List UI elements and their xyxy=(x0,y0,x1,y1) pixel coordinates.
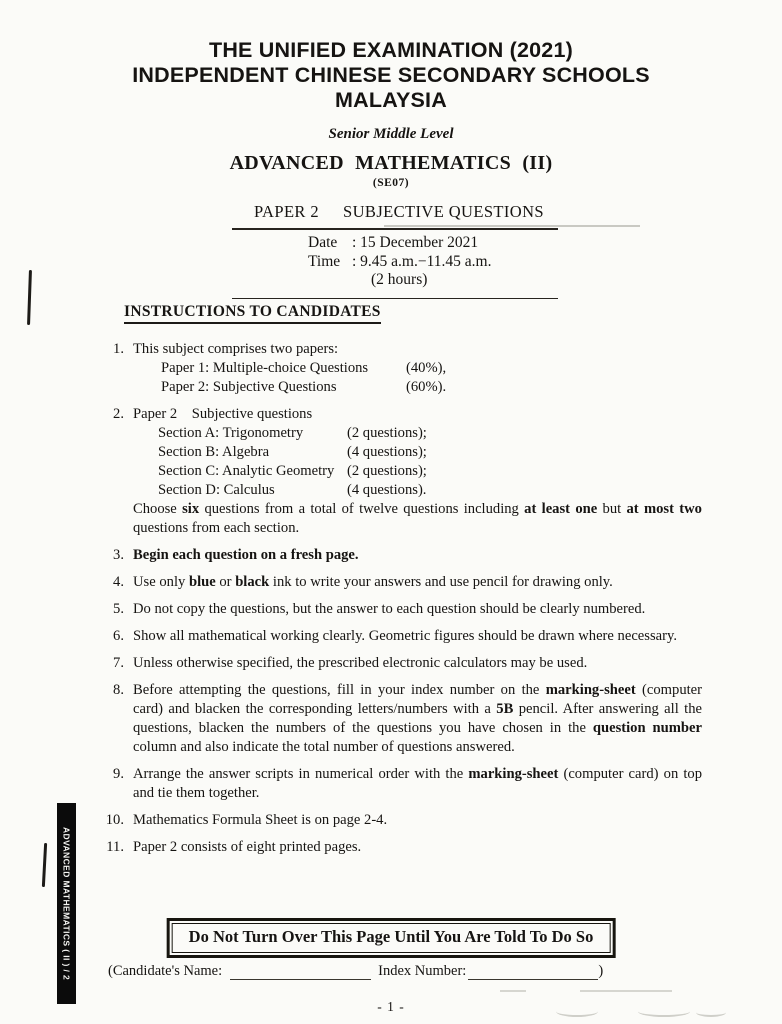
instruction-item xyxy=(96,546,702,565)
instructions-list xyxy=(96,340,702,865)
instruction-number: 1. xyxy=(113,341,124,357)
instruction-subline: Section A: Trigonometry (2 questions); xyxy=(158,425,427,441)
paper-type: SUBJECTIVE QUESTIONS xyxy=(343,202,544,221)
paper-label: PAPER 2 xyxy=(254,202,320,221)
candidate-row xyxy=(108,963,603,980)
instruction-number: 3. xyxy=(113,547,124,563)
instruction-text xyxy=(133,600,702,619)
instruction-text xyxy=(133,681,702,757)
instruction-text xyxy=(133,627,702,646)
closing-paren: ) xyxy=(598,963,604,979)
scan-artifact xyxy=(384,225,640,227)
scan-smudge xyxy=(556,1006,598,1017)
instruction-line: Show all mathematical working clearly. Geometric figures should be drawn where necessary. xyxy=(133,628,677,644)
exam-time xyxy=(308,253,558,272)
instruction-line: Begin each question on a fresh page. xyxy=(133,547,359,563)
instruction-text xyxy=(133,405,702,538)
org-title-line2: INDEPENDENT CHINESE SECONDARY SCHOOLS xyxy=(132,63,650,87)
instruction-number: 2. xyxy=(113,406,124,422)
instruction-number: 5. xyxy=(113,601,124,617)
instruction-item xyxy=(96,340,702,397)
instruction-item xyxy=(96,627,702,646)
candidate-name-label: (Candidate's Name: xyxy=(108,963,223,979)
instruction-line: Mathematics Formula Sheet is on page 2-4. xyxy=(133,812,388,828)
instruction-line: Choose six questions from a total of twelve questions including at least one but at most two questions from each section. xyxy=(133,501,702,536)
instruction-line: Use only blue or black ink to write your answers and use pencil for drawing only. xyxy=(133,574,613,590)
spine-label: ADVANCED MATHEMATICS ( II ) / 2 xyxy=(57,803,76,1004)
instruction-subline: Paper 1: Multiple-choice Questions (40%), xyxy=(161,360,447,376)
scan-smudge xyxy=(696,1008,726,1017)
instructions-heading: INSTRUCTIONS TO CANDIDATES xyxy=(124,303,381,324)
paper-info-block xyxy=(232,202,558,299)
instruction-sublist xyxy=(158,424,702,500)
index-number-blank xyxy=(468,964,598,980)
instruction-subline: Paper 2: Subjective Questions (60%). xyxy=(161,379,447,395)
scan-pen-mark xyxy=(27,270,31,325)
instruction-text xyxy=(133,573,702,592)
scan-smudge xyxy=(638,1006,690,1017)
scan-artifact xyxy=(580,990,672,992)
date-label: Date xyxy=(308,234,338,251)
instruction-text xyxy=(133,765,702,803)
datetime-block xyxy=(232,230,558,299)
instruction-text xyxy=(133,340,702,397)
index-number-label: Index Number: xyxy=(378,963,467,979)
time-value: : 9.45 a.m.−11.45 a.m. xyxy=(352,252,492,270)
warning-box xyxy=(167,918,616,958)
instruction-line: Do not copy the questions, but the answer to each question should be clearly numbered. xyxy=(133,601,646,617)
instruction-line: Unless otherwise specified, the prescribed electronic calculators may be used. xyxy=(133,655,588,671)
exam-date xyxy=(308,234,558,253)
page-title xyxy=(0,38,782,113)
instruction-line: Paper 2 Subjective questions xyxy=(133,406,313,422)
exam-level: Senior Middle Level xyxy=(328,126,454,142)
scan-pen-mark xyxy=(42,843,47,887)
instruction-item xyxy=(96,600,702,619)
org-title-line1: THE UNIFIED EXAMINATION (2021) xyxy=(209,38,573,62)
instruction-line: Paper 2 consists of eight printed pages. xyxy=(133,839,362,855)
instruction-number: 9. xyxy=(113,766,124,782)
org-title-line3: MALAYSIA xyxy=(335,88,447,112)
date-value: : 15 December 2021 xyxy=(352,234,479,251)
instruction-sublist xyxy=(161,359,702,397)
instruction-line: This subject comprises two papers: xyxy=(133,341,339,357)
instruction-item xyxy=(96,811,702,830)
instruction-text xyxy=(133,654,702,673)
instruction-item xyxy=(96,654,702,673)
candidate-name-blank xyxy=(230,964,371,980)
subject-title: ADVANCED MATHEMATICS (II) xyxy=(229,152,553,174)
instruction-item xyxy=(96,838,702,857)
instruction-subline: Section D: Calculus (4 questions). xyxy=(158,482,427,498)
instruction-text xyxy=(133,546,702,565)
instruction-subline: Section C: Analytic Geometry (2 questions); xyxy=(158,463,427,479)
instruction-text xyxy=(133,811,702,830)
instruction-item xyxy=(96,573,702,592)
instruction-number: 8. xyxy=(113,682,124,698)
instruction-number: 11. xyxy=(106,839,124,855)
instruction-item xyxy=(96,681,702,757)
instruction-line: Arrange the answer scripts in numerical order with the marking-sheet (computer card) on top and tie them together. xyxy=(133,766,702,801)
instruction-subline: Section B: Algebra (4 questions); xyxy=(158,444,427,460)
instruction-line: Before attempting the questions, fill in your index number on the marking-sheet (computer card) and blacken the corresponding letters/numbers with a 5B pencil. After answering all the questions, blacken the numbers of the questions you have chosen in the question number column and also indicate the total number of questions answered. xyxy=(133,682,703,755)
instruction-number: 4. xyxy=(113,574,124,590)
page-number: - 1 - xyxy=(377,999,405,1014)
exam-duration: (2 hours) xyxy=(371,271,428,288)
scan-artifact xyxy=(500,990,526,992)
time-label: Time xyxy=(308,252,341,270)
instruction-number: 7. xyxy=(113,655,124,671)
instruction-item xyxy=(96,765,702,803)
warning-text: Do Not Turn Over This Page Until You Are Told To Do So xyxy=(172,923,611,953)
instruction-text xyxy=(133,838,702,857)
instruction-item xyxy=(96,405,702,538)
instruction-number: 6. xyxy=(113,628,124,644)
instruction-number: 10. xyxy=(105,812,124,828)
subject-code: (SE07) xyxy=(372,177,410,189)
